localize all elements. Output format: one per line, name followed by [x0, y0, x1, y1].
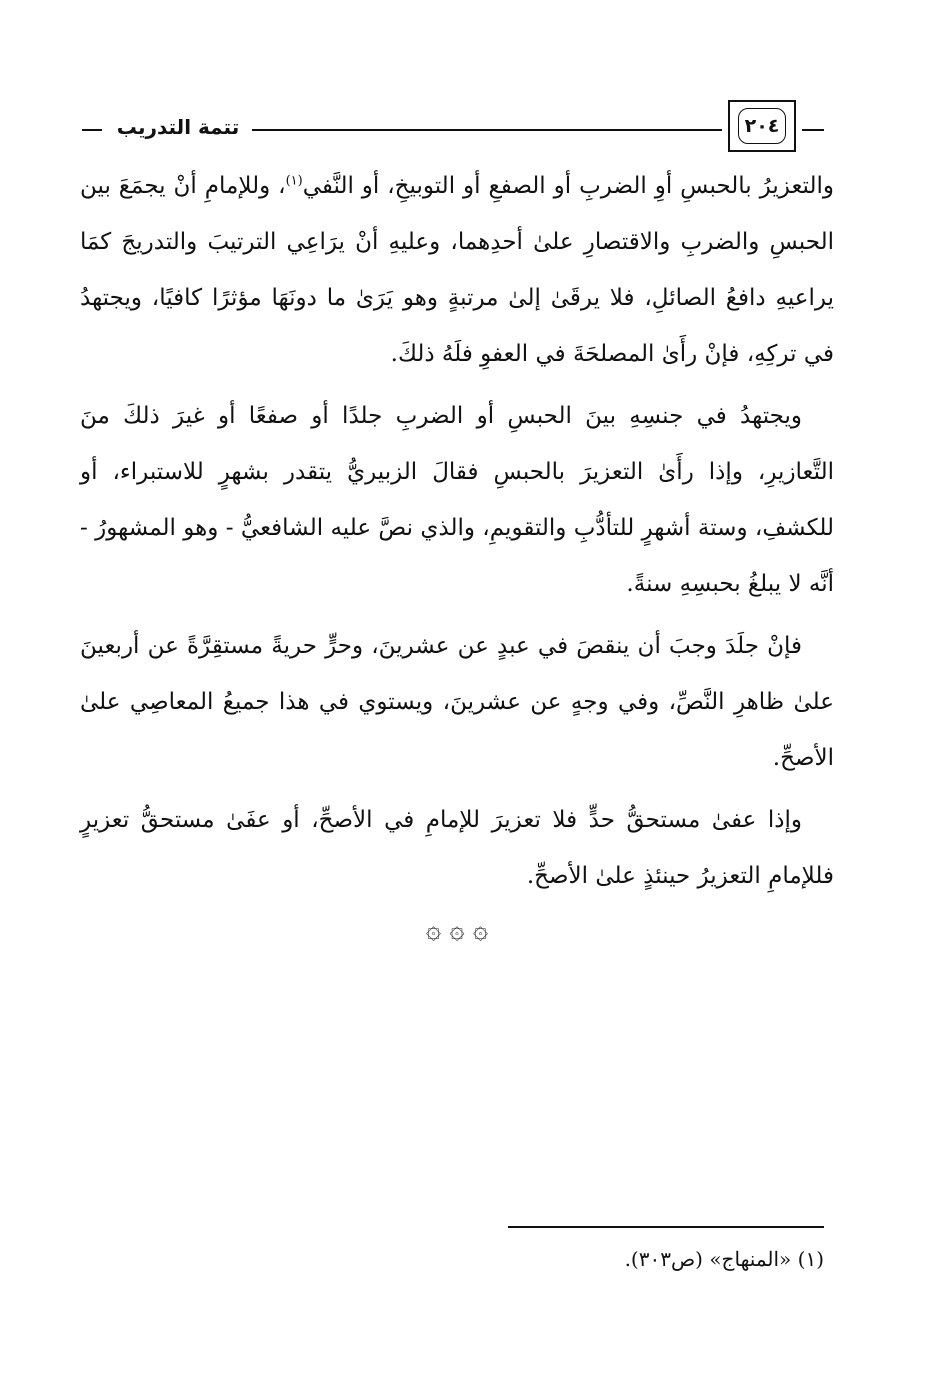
footnote: (١) «المنهاج» (ص٣٠٣). — [624, 1247, 824, 1271]
page-header — [82, 100, 842, 160]
header-rule-right — [802, 129, 824, 131]
paragraph-1 — [80, 158, 834, 382]
paragraph-4: وإذا عفىٰ مستحقُّ حدٍّ فلا تعزيرَ للإمامِ في الأصحِّ، أو عفَىٰ مستحقُّ تعزيرٍ فللإمامِ التعزيرُ حينئذٍ علىٰ الأصحِّ. — [80, 807, 834, 889]
footnote-separator — [508, 1226, 824, 1228]
paragraph-1-start: والتعزيرُ بالحبسِ أوِ الضربِ أو الصفعِ أو التوبيخِ، أو النَّفي — [302, 173, 834, 199]
main-text — [80, 158, 834, 950]
page-number-frame — [728, 100, 796, 152]
page-number: ٢٠٤ — [738, 108, 786, 144]
footnote-reference[interactable]: (١) — [285, 173, 303, 189]
paragraph-3: فإنْ جلَدَ وجبَ أن ينقصَ في عبدٍ عن عشرينَ، وحرٍّ حريةً مستقِرَّةً عن أربعينَ علىٰ ظاهرِ النَّصِّ، وفي وجهٍ عن عشرينَ، ويستوي في هذا جميعُ المعاصِي علىٰ الأصحِّ. — [80, 633, 834, 771]
section-end-ornament: ۞ ۞ ۞ — [425, 915, 489, 945]
header-rule-middle — [252, 129, 722, 131]
running-title: تتمة التدريب — [116, 115, 240, 139]
paragraph-1-rest: ، وللإمامِ أنْ يجمَعَ بين الحبسِ والضربِ والاقتصارِ علىٰ أحدِهما، وعليهِ أنْ يرَاعِي الترتيبَ والتدريجَ كمَا يراعيهِ دافعُ الصائلِ، فلا يرقَىٰ إلىٰ مرتبةٍ وهو يَرَىٰ ما دونَهَا مؤثرًا كافيًا، ويجتهدُ في تركِهِ، فإنْ رأَىٰ المصلحَةَ في العفوِ فلَهُ ذلكَ. — [80, 173, 834, 367]
paragraph-2: ويجتهدُ في جنسِهِ بينَ الحبسِ أو الضربِ جلدًا أو صفعًا أو غيرَ ذلكَ منَ التَّعازيرِ، وإذا رأَىٰ التعزيرَ بالحبسِ فقالَ الزبيريُّ يتقدر بشهرٍ للاستبراء، أو للكشفِ، وستة أشهرٍ للتأدُّبِ والتقويمِ، والذي نصَّ عليه الشافعيُّ - وهو المشهورُ - أنَّه لا يبلغُ بحبسِهِ سنةً. — [80, 403, 834, 597]
header-rule-left — [82, 129, 102, 131]
